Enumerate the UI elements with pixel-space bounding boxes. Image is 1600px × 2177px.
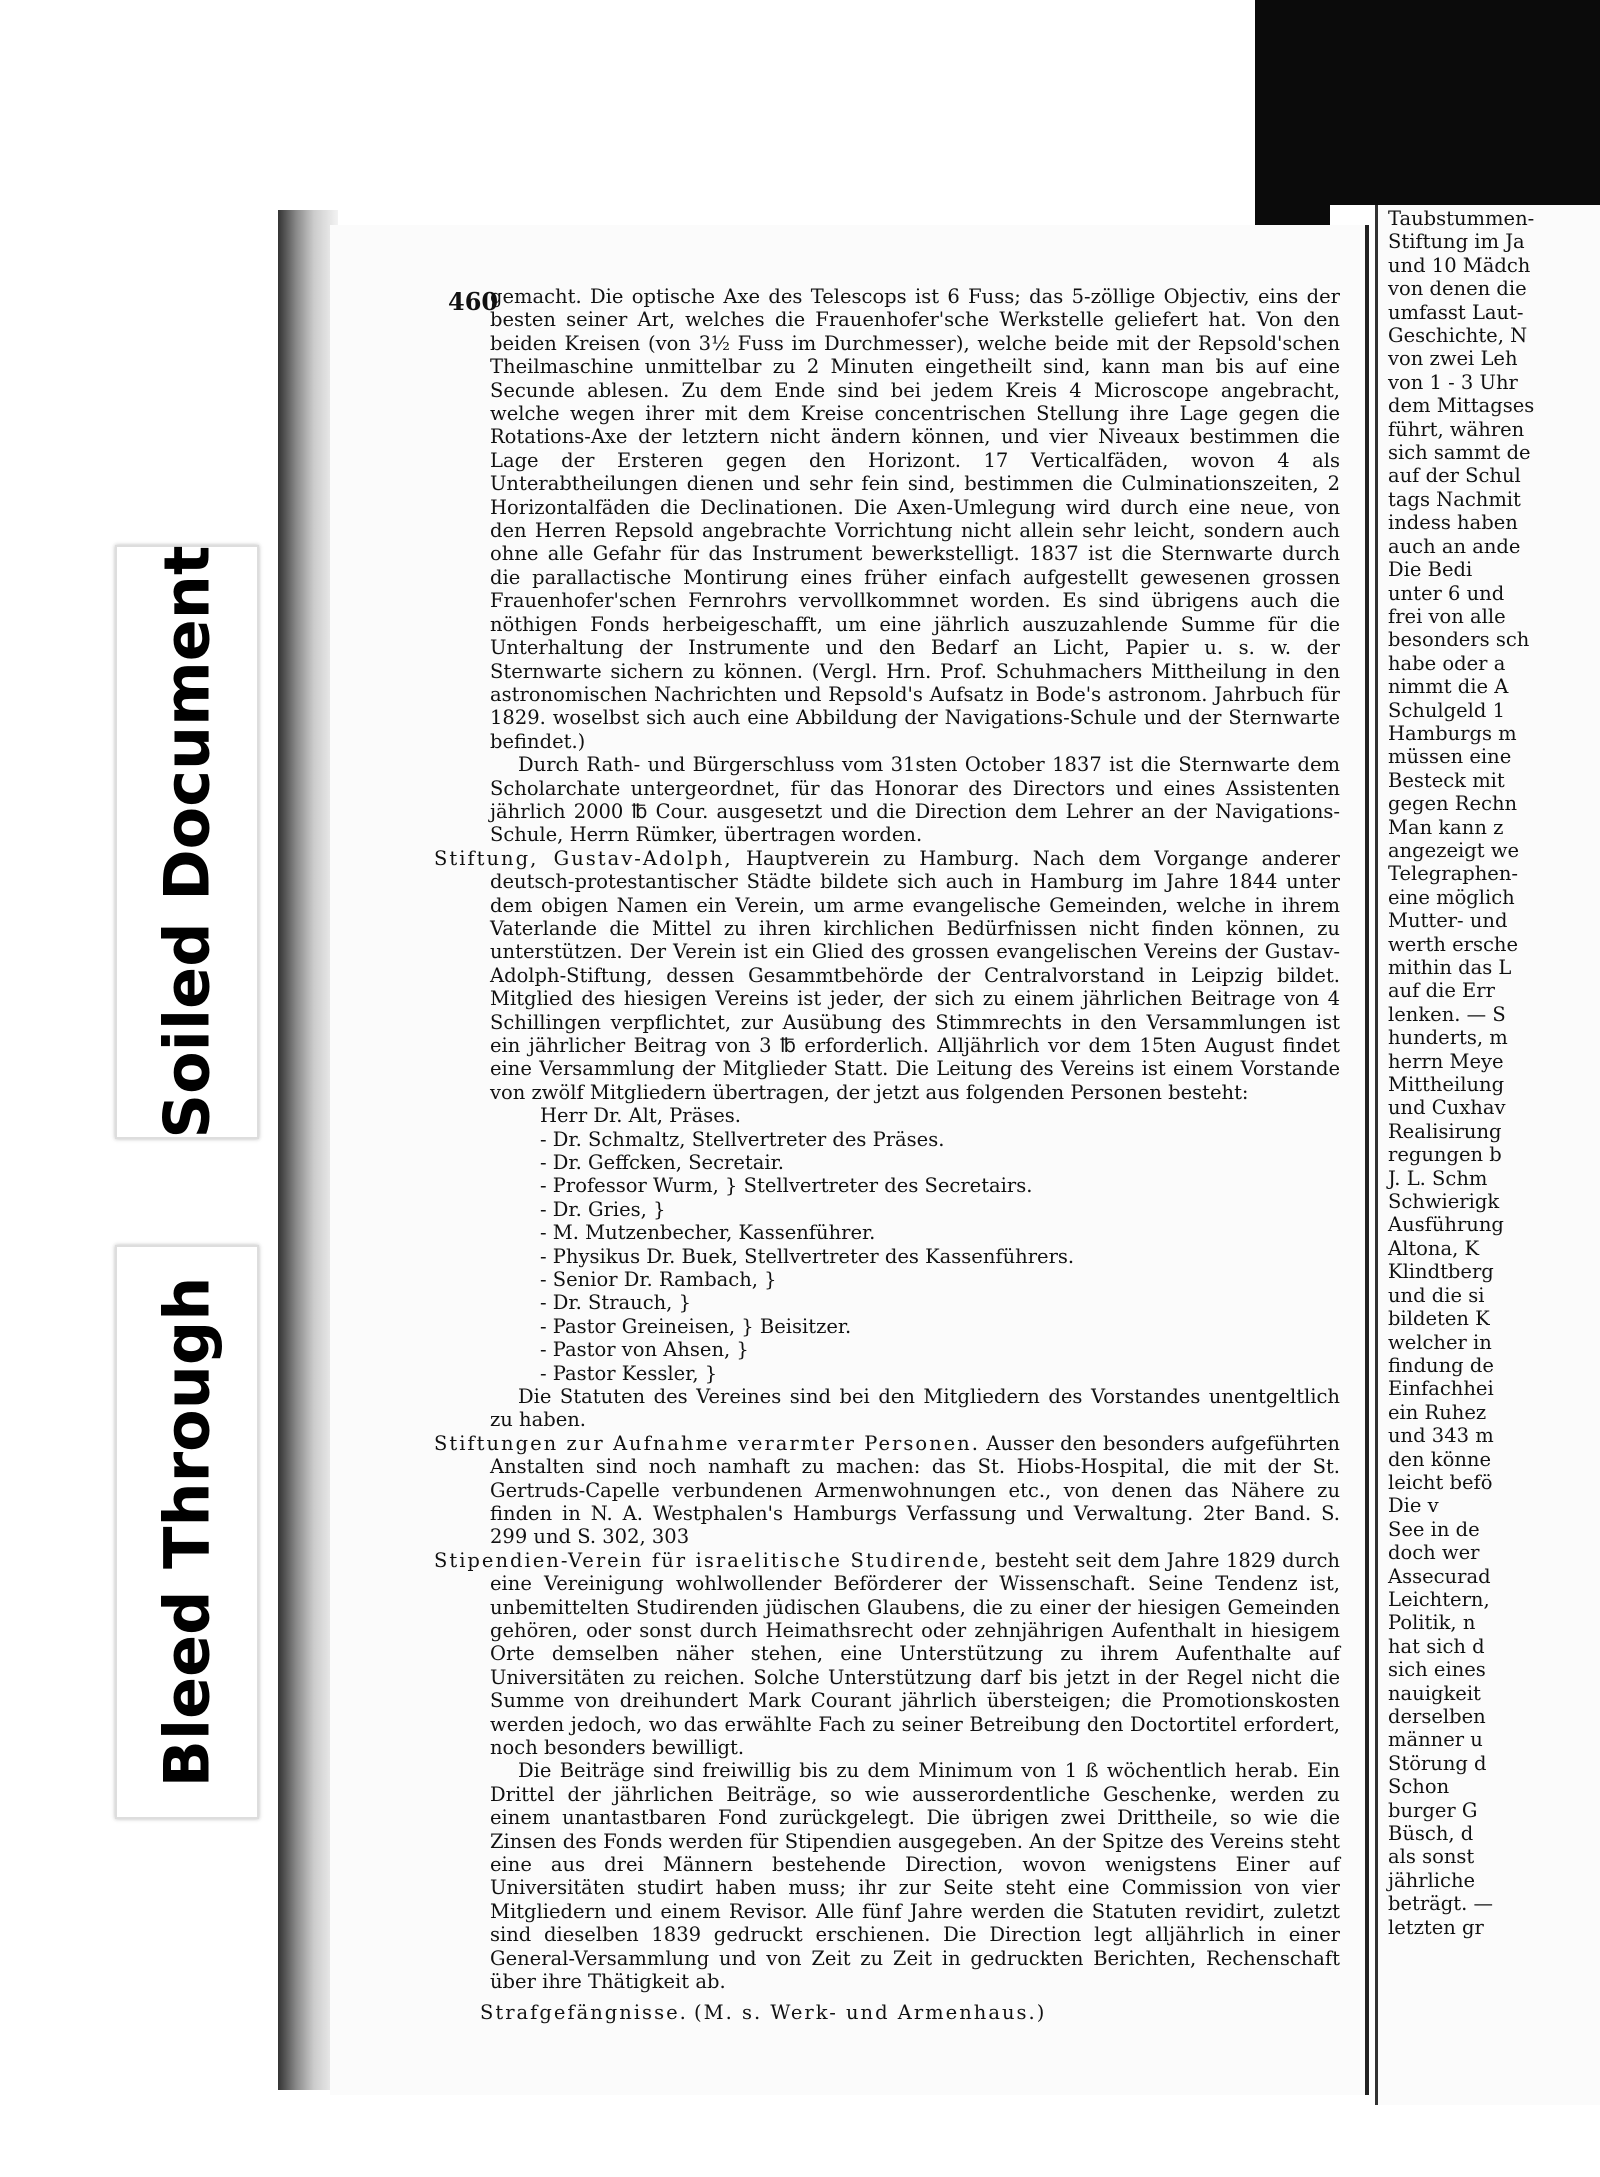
right-page-line: letzten gr	[1388, 1915, 1484, 1939]
right-page-line: Klindtberg	[1388, 1260, 1494, 1284]
right-page-line: Mutter- und	[1388, 909, 1508, 933]
right-page-line: doch wer	[1388, 1541, 1480, 1565]
right-page-line: Geschichte, N	[1388, 324, 1528, 348]
right-page-line: lenken. — S	[1388, 1002, 1506, 1026]
entry-body: Ausser den besonders aufgeführten Anstalten sind noch namhaft zu machen: das St. Hiobs-Hospital, die mit der St. Gertruds-Capelle verbundenen Armenwohnungen etc., von denen das Nähere zu finden in N. A. Westphalen's Hamburgs Verfassung und Verwaltung. 2ter Band. S. 299 und S. 302, 303	[490, 1431, 1340, 1549]
entry-head: Stiftungen zur Aufnahme verarmter Personen.	[434, 1431, 980, 1455]
entry-stiftungen	[434, 1431, 1340, 1549]
member-item: - Dr. Geffcken, Secretair.	[540, 1151, 784, 1174]
right-page-line: sich sammt de	[1388, 441, 1531, 465]
right-page-line: herrn Meye	[1388, 1049, 1504, 1073]
right-page-line: den könne	[1388, 1447, 1491, 1471]
member-item: - Dr. Gries, }	[540, 1197, 666, 1221]
member-item: - Physikus Dr. Buek, Stellvertreter des Kassenführers.	[540, 1244, 1075, 1268]
right-page-line: nimmt die A	[1388, 675, 1509, 699]
right-page-line: unter 6 und	[1388, 581, 1505, 605]
right-page-line: Hamburgs m	[1388, 721, 1517, 745]
right-page-line: sich eines	[1388, 1658, 1486, 1682]
right-page-line: jährliche	[1388, 1868, 1476, 1892]
right-page-line: angezeigt we	[1388, 838, 1520, 862]
right-page-line: findung de	[1388, 1353, 1494, 1377]
right-page-line: männer u	[1388, 1728, 1483, 1752]
right-page-line: Schon	[1388, 1775, 1450, 1799]
black-stripe-right	[1330, 0, 1600, 205]
member-item: - Professor Wurm, } Stellvertreter des Secretairs.	[540, 1174, 1033, 1198]
right-page-line: und 10 Mädch	[1388, 253, 1531, 277]
right-page-line: Telegraphen-	[1388, 862, 1518, 886]
right-page-line: Schulgeld 1	[1388, 698, 1505, 722]
bleed-through-label	[115, 1245, 259, 1819]
right-page-line: ein Ruhez	[1388, 1400, 1487, 1424]
entry-head: Stiftung, Gustav-Adolph,	[434, 846, 733, 870]
right-page-line: Besteck mit	[1388, 768, 1505, 792]
right-page-line: auf der Schul	[1388, 464, 1521, 488]
right-page-line: burger G	[1388, 1798, 1478, 1822]
member-item: - M. Mutzenbecher, Kassenführer.	[540, 1221, 876, 1245]
right-page-line: und Cuxhav	[1388, 1096, 1506, 1120]
right-page-line: Assecurad	[1388, 1564, 1491, 1588]
right-page-line: hat sich d	[1388, 1634, 1485, 1658]
right-page-line: bildeten K	[1388, 1307, 1490, 1331]
member-item: Herr Dr. Alt, Präses.	[540, 1104, 741, 1128]
right-page-line: umfasst Laut-	[1388, 300, 1524, 324]
bleed-through-text: Bleed Through	[150, 1276, 224, 1788]
right-page-line: auch an ande	[1388, 534, 1521, 558]
paragraph-statuten: Die Statuten des Vereines sind bei den Mitgliedern des Vorstandes unentgeltlich zu haben.	[490, 1384, 1340, 1432]
right-page-line: und die si	[1388, 1283, 1485, 1307]
right-page-line: werth ersche	[1388, 932, 1519, 956]
member-item: - Dr. Strauch, }	[540, 1291, 691, 1315]
right-page-line: habe oder a	[1388, 651, 1506, 675]
right-page-line: Störung d	[1388, 1751, 1487, 1775]
entry-body: besteht seit dem Jahre 1829 durch eine Vereinigung wohlwollender Beförderer der Wissenschaft. Seine Tendenz ist, unbemittelten Studirenden jüdischen Glaubens, die zu einer der hiesigen Gemeinden gehören, oder sonst durch Heimathsrecht oder zehnjährigen Aufenthalt in hiesigem Orte demselben näher stehen, eine Unterstützung zu ihrem Aufenthalte auf Universitäten zu reichen. Solche Unterstützung darf bis jetzt in der Regel nicht die Summe von dreihundert Mark Courant jährlich übersteigen; die Promotionskosten werden jedoch, wo das erwählte Fach zu seiner Betreibung den Doctortitel erfordert, noch besonders bewilligt.	[490, 1548, 1340, 1759]
member-item: - Senior Dr. Rambach, }	[540, 1267, 777, 1291]
entry-strafgefaengnisse	[480, 2001, 1340, 2024]
right-page-line: Die Bedi	[1388, 558, 1473, 582]
right-page-line: Leichtern,	[1388, 1587, 1490, 1611]
soiled-document-label	[115, 545, 259, 1139]
member-item: - Pastor Greineisen, } Beisitzer.	[540, 1314, 852, 1338]
right-page-line: Büsch, d	[1388, 1822, 1474, 1846]
paragraph-beitraege: Die Beiträge sind freiwillig bis zu dem Minimum von 1 ß wöchentlich herab. Ein Drittel der jährlichen Beiträge, so wie ausserordentliche Geschenke, werden zu einem unantastbaren Fond zurückgelegt. Die übrigen zwei Drittheile, so wie die Zinsen des Fonds werden für Stipendien ausgegeben. An der Spitze des Vereins steht eine aus drei Männern bestehende Direction, wovon wenigstens Einer auf Universitäten studirt haben muss; ihr zur Seite steht eine Commission von vier Mitgliedern und einem Revisor. Alle fünf Jahre werden die Statuten revidirt, zuletzt sind dieselben 1839 gedruckt erschienen. Die Direction legt alljährlich in einer General-Versammlung und von Zeit zu Zeit in gedruckten Berichten, Rechenschaft über ihre Thätigkeit ab.	[490, 1759, 1340, 1994]
soiled-document-text: Soiled Document	[150, 545, 224, 1139]
right-page-line: und 343 m	[1388, 1424, 1494, 1448]
right-page-line: müssen eine	[1388, 745, 1512, 769]
right-page-line: tags Nachmit	[1388, 487, 1521, 511]
paragraph-telescope: gemacht. Die optische Axe des Telescops ist 6 Fuss; das 5-zöllige Objectiv, eins der besten seiner Art, welches die Frauenhofer'sche Werkstelle geliefert hat. Von den beiden Kreisen (von 3½ Fuss im Durchmesser), welche beide mit der Repsold'schen Theilmaschine unmittelbar zu 2 Minuten eingetheilt sind, kann man bis auf eine Secunde ablesen. Zu dem Ende sind bei jedem Kreis 4 Microscope angebracht, welche wegen ihrer mit dem Kreise concentrischen Stellung ihre Lage gegen die Rotations-Axe der letztern nicht ändern können, und vier Niveaux bestimmen die Lage der Ersteren gegen den Horizont. 17 Verticalfäden, wovon 4 als Unterabtheilungen dienen und sehr fein sind, bestimmen die Culminationszeiten, 2 Horizontalfäden die Declinationen. Die Axen-Umlegung wird durch eine neue, von den Herren Repsold angebrachte Vorrichtung nicht allein sehr leicht, sondern auch ohne alle Gefahr für das Instrument bewerkstelligt. 1837 ist die Sternwarte durch die parallactische Montirung eines früher einfach aufgestellt gewesenen grossen Frauenhofer'schen Fernrohrs vervollkommnet worden. Es sind übrigens auch die nöthigen Fonds herbeigeschafft, um eine jährlich auszuzahlende Summe für die Unterhaltung der Instrumente und den Bedarf an Licht, Papier u. s. w. der Sternwarte sichern zu können. (Vergl. Hrn. Prof. Schuhmachers Mittheilung in den astronomischen Nachrichten und Repsold's Aufsatz in Bode's astronom. Jahrbuch für 1829. woselbst sich auch eine Abbildung der Navigations-Schule und der Sternwarte befindet.)	[490, 285, 1340, 753]
member-list	[540, 1104, 1340, 1385]
right-page-line: auf die Err	[1388, 979, 1495, 1003]
right-page-line: eine möglich	[1388, 885, 1515, 909]
right-page-line: frei von alle	[1388, 604, 1506, 628]
paragraph-sternwarte: Durch Rath- und Bürgerschluss vom 31sten October 1837 ist die Sternwarte dem Scholarchate untergeordnet, für das Honorar des Directors und eines Assistenten jährlich 2000 ℔ Cour. ausgesetzt und die Direction dem Lehrer an der Navigations-Schule, Herrn Rümker, übertragen worden.	[490, 753, 1340, 847]
black-stripe	[1255, 0, 1330, 230]
entry-head: Stipendien-Verein für israelitische Studirende,	[434, 1548, 989, 1572]
right-page-line: Mittheilung	[1388, 1073, 1505, 1097]
right-page-text	[1378, 205, 1600, 1939]
right-page-line: besonders sch	[1388, 628, 1530, 652]
entry-body: Hauptverein zu Hamburg. Nach dem Vorgange anderer deutsch-protestantischer Städte bildete sich auch in Hamburg im Jahre 1844 unter dem obigen Namen ein Verein, um arme evangelische Gemeinden, welche in ihrem Vaterlande die Mittel zu ihren kirchlichen Bedürfnissen nicht finden können, zu unterstützen. Der Verein ist ein Glied des grossen evangelischen Vereins der Gustav-Adolph-Stiftung, dessen Gesammtbehörde der Centralvorstand in Leipzig bildet. Mitglied des hiesigen Vereins ist jeder, der sich zu einem jährlichen Beitrage von 4 Schillingen verpflichtet, zur Ausübung des Stimmrechts in den Versammlungen ist ein jährlicher Beitrag von 3 ℔ erforderlich. Alljährlich vor dem 15ten August findet eine Versammlung der Mitglieder Statt. Die Leitung des Vereins ist einem Vorstande von zwölf Mitgliedern übertragen, der jetzt aus folgenden Personen besteht:	[490, 846, 1340, 1104]
right-page-line: derselben	[1388, 1705, 1486, 1728]
entry-stiftung-gustav-adolph	[434, 846, 1340, 1104]
right-book-page	[1375, 205, 1600, 2105]
member-item: - Pastor Kessler, }	[540, 1361, 718, 1385]
right-page-line: Taubstummen-	[1388, 207, 1535, 230]
right-page-line: Stiftung im Ja	[1388, 230, 1525, 254]
right-page-line: Die v	[1388, 1494, 1439, 1518]
member-item: - Dr. Schmaltz, Stellvertreter des Präses.	[540, 1127, 945, 1151]
right-page-line: Realisirung	[1388, 1119, 1502, 1143]
right-page-line: regungen b	[1388, 1143, 1502, 1167]
right-page-line: hunderts, m	[1388, 1026, 1508, 1050]
right-page-line: leicht befö	[1388, 1470, 1493, 1494]
entry-body: (M. s. Werk- und Armenhaus.)	[694, 2001, 1047, 2025]
right-page-line: Altona, K	[1388, 1236, 1480, 1260]
right-page-line: welcher in	[1388, 1330, 1492, 1354]
right-page-line: von denen die	[1388, 277, 1527, 301]
page-number: 460	[448, 287, 499, 316]
right-page-line: Schwierigk	[1388, 1190, 1500, 1214]
right-page-line: von zwei Leh	[1388, 347, 1518, 371]
right-page-line: von 1 - 3 Uhr	[1388, 370, 1518, 394]
right-page-line: indess haben	[1388, 511, 1518, 535]
right-page-line: mithin das L	[1388, 956, 1512, 979]
right-page-line: führt, währen	[1388, 417, 1525, 441]
right-page-line: Man kann z	[1388, 815, 1504, 839]
right-page-line: Einfachhei	[1388, 1377, 1494, 1401]
right-page-line: J. L. Schm	[1388, 1166, 1488, 1190]
member-item: - Pastor von Ahsen, }	[540, 1338, 749, 1362]
entry-stipendien	[434, 1548, 1340, 1760]
page-edge-shadow	[278, 210, 338, 2090]
left-page-text	[434, 285, 1340, 2025]
right-page-line: gegen Rechn	[1388, 792, 1518, 816]
right-page-line: nauigkeit	[1388, 1681, 1481, 1705]
right-page-line: See in de	[1388, 1517, 1480, 1541]
right-page-line: beträgt. —	[1388, 1892, 1494, 1916]
entry-head: Strafgefängnisse.	[480, 2001, 688, 2025]
right-page-line: Ausführung	[1388, 1213, 1504, 1237]
right-page-line: als sonst	[1388, 1845, 1475, 1869]
right-page-line: dem Mittagses	[1388, 394, 1535, 418]
right-page-line: Politik, n	[1388, 1611, 1476, 1635]
